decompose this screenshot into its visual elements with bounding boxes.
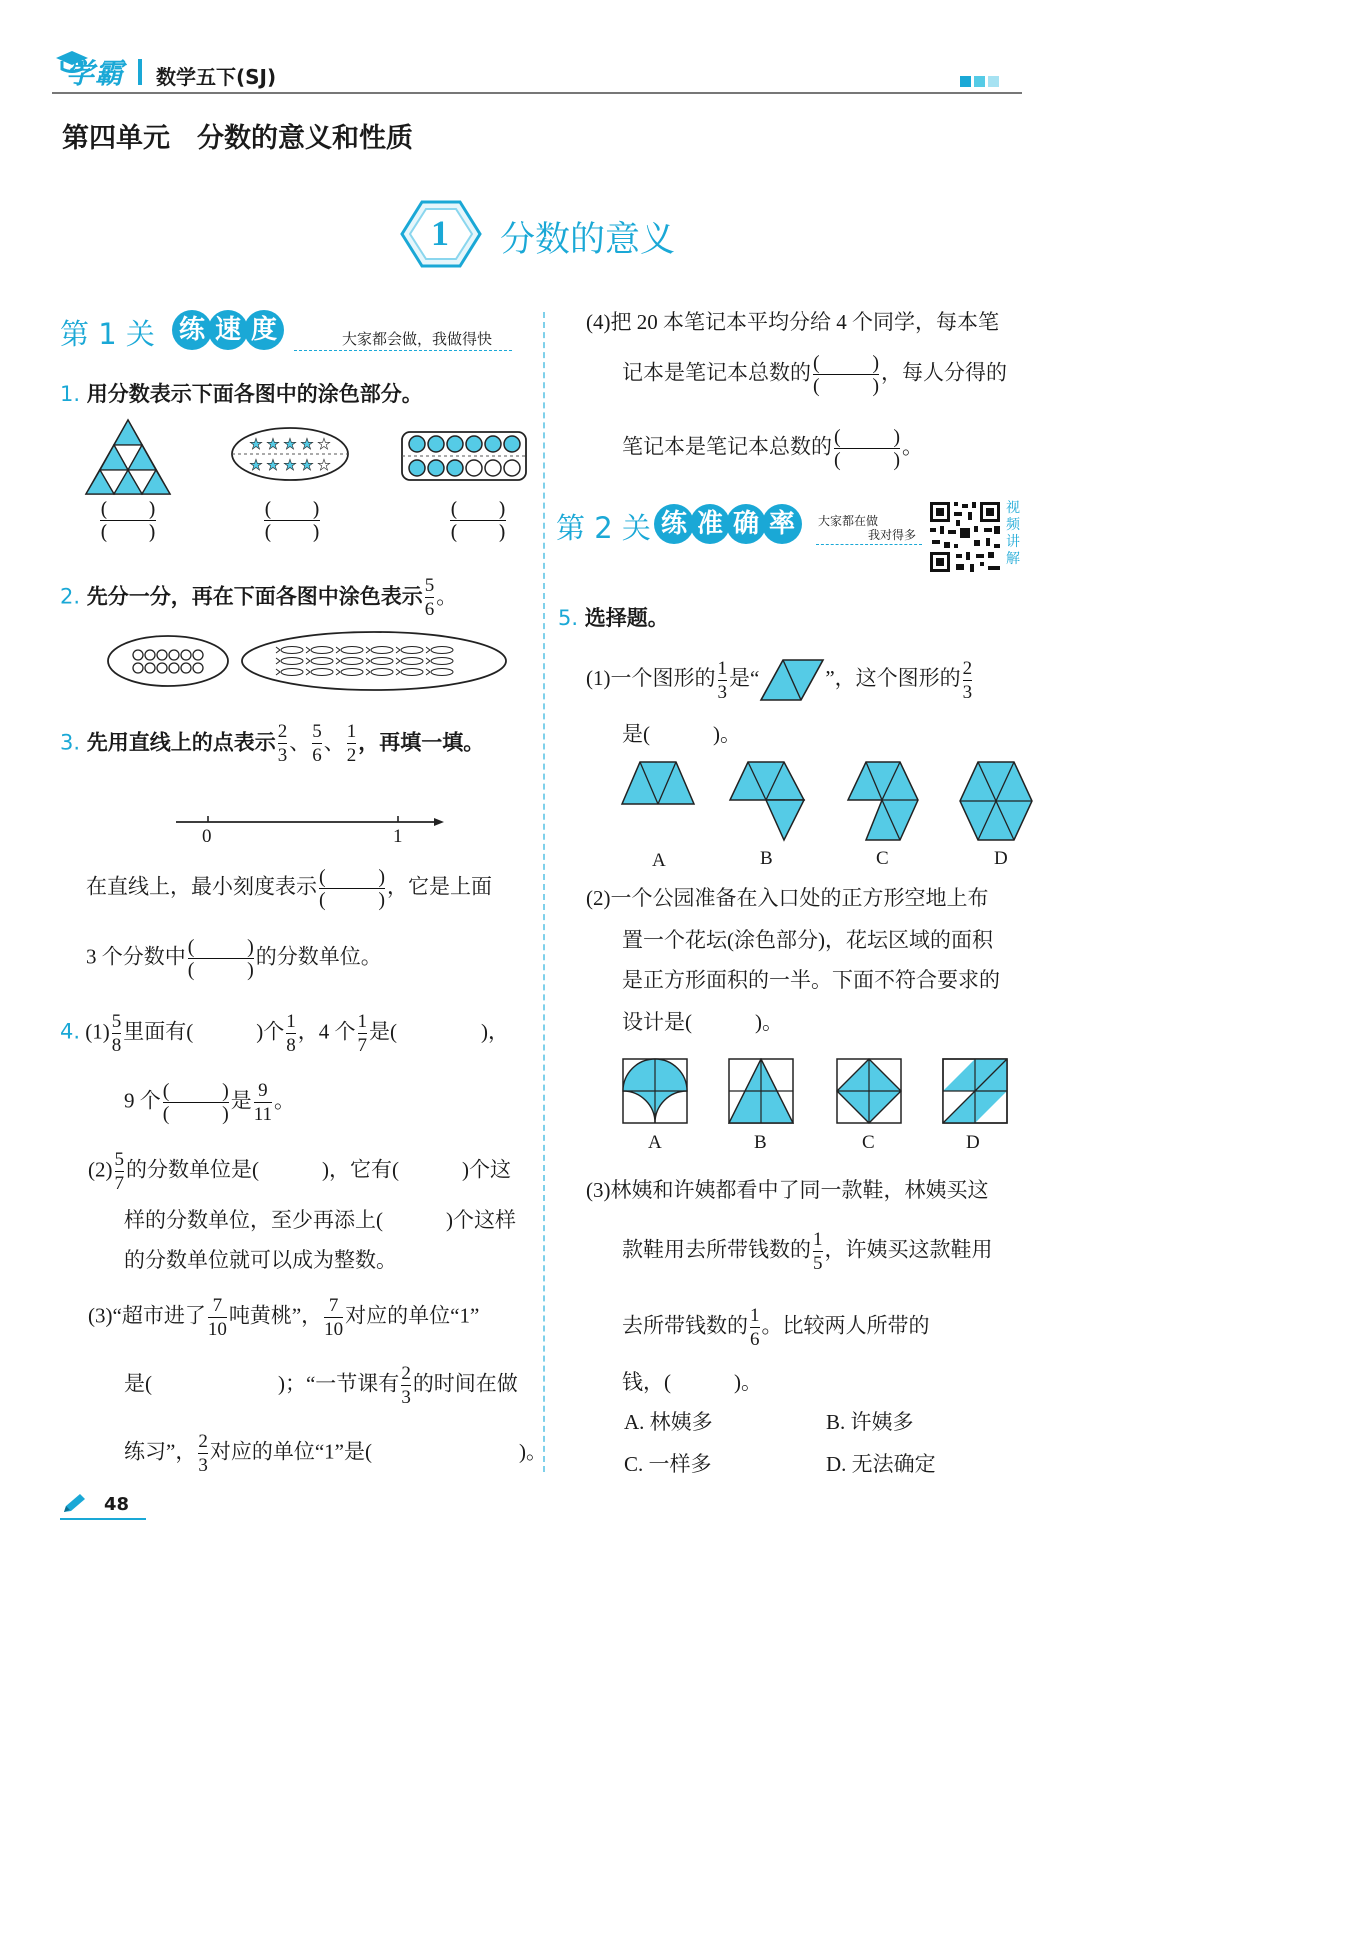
level2-slogan-2: 我对得多 — [868, 528, 917, 542]
svg-text:★: ★ — [249, 456, 263, 474]
parallelogram-shape — [759, 658, 825, 702]
q4-4-blank-2[interactable]: ( ) ( ) — [834, 426, 900, 471]
q1-answer-blank-1[interactable]: ( ) ( ) — [100, 497, 156, 544]
svg-text:★: ★ — [266, 435, 280, 453]
logo-text: 学霸 — [66, 57, 125, 90]
q4-blank-numerator[interactable]: ( ) ( ) — [162, 1080, 229, 1125]
q2-carrots-oval[interactable] — [240, 630, 508, 692]
q5-number: 5. — [558, 606, 579, 630]
book-title: 数学五下(SJ) — [156, 65, 277, 89]
axis-label-0: 0 — [202, 826, 212, 847]
q5-part2-line3: 是正方形面积的一半。下面不符合要求的 — [622, 968, 1000, 992]
q3-fraction-2: $\frac{5}{6}$ — [312, 721, 322, 766]
q5-2-option-a-label[interactable]: A — [648, 1132, 662, 1153]
q5-part2-line1: (2)一个公园准备在入口处的正方形空地上布 — [586, 886, 989, 910]
q3-blank-smallest-unit[interactable]: ( ) ( ) — [319, 866, 385, 911]
q3-number-line[interactable] — [174, 812, 446, 848]
q4-part3-line2: 是( )；“一节课有 $\frac{2}{3}$ 的时间在做 — [124, 1363, 518, 1408]
qr-label: 视 频 讲 解 — [1006, 500, 1020, 567]
q4-part1-line1: 4. (1) $\frac{5}{8}$ 里面有( )个 $\frac{1}{8}$ ，4 个 $\frac{1}{7}$ 是( )， — [60, 1011, 510, 1056]
q1-answer-blank-2[interactable]: ( ) ( ) — [264, 497, 320, 544]
q5-1-option-b-label[interactable]: B — [760, 848, 773, 869]
q4-number: 4. — [60, 1019, 81, 1044]
q4-part4-line3: 笔记本是笔记本总数的 ( ) ( ) 。 — [622, 426, 923, 471]
column-divider — [543, 312, 545, 1472]
lesson-heading — [400, 198, 700, 270]
q5-part3-line1: (3)林姨和许姨都看中了同一款鞋，林姨买这 — [586, 1178, 989, 1202]
q2-prompt: 2. 先分一分，再在下面各图中涂色表示 $\frac{5}{6}$ 。 — [60, 575, 458, 620]
q5-3-choice-b[interactable]: B. 许姨多 — [826, 1410, 914, 1434]
q4-part3-line1: (3)“超市进了 $\frac{7}{10}$ 吨黄桃”， $\frac{7}{10}$ 对应的单位“1” — [88, 1295, 480, 1340]
q5-1-option-a-figure[interactable] — [620, 760, 696, 806]
q1-number: 1. — [60, 382, 81, 406]
q5-part1-line1: (1)一个图形的 $\frac{1}{3}$ 是“ ”，这个图形的 $\frac{2}{3}$ — [586, 657, 973, 703]
q1-answer-blank-3[interactable]: ( ) ( ) — [450, 497, 506, 544]
q4-part2-line2: 样的分数单位，至少再添上( )个这样 — [124, 1208, 516, 1232]
q5-1-option-d-figure[interactable] — [958, 760, 1034, 842]
axis-label-1: 1 — [393, 826, 403, 847]
q5-3-choice-c[interactable]: C. 一样多 — [624, 1452, 712, 1476]
q2-text: 先分一分，再在下面各图中涂色表示 — [86, 584, 423, 609]
q5-part3-line4: 钱，( )。 — [622, 1370, 762, 1394]
q4-part4-line2: 记本是笔记本总数的 ( ) ( ) ，每人分得的 — [622, 352, 1007, 397]
badge-char: 速 — [208, 310, 248, 350]
q5-1-option-c-label[interactable]: C — [876, 848, 889, 869]
badge-char: 度 — [244, 310, 284, 350]
q5-2-option-a-figure[interactable] — [622, 1058, 688, 1124]
q2-dots-oval[interactable] — [106, 634, 230, 688]
svg-text:★: ★ — [266, 456, 280, 474]
q1-circles-figure — [400, 430, 528, 482]
level1-badge — [172, 310, 284, 350]
q5-2-option-d-label[interactable]: D — [966, 1132, 980, 1153]
header-squares — [960, 72, 999, 91]
q3-line2: 3 个分数中 ( ) ( ) 的分数单位。 — [86, 936, 382, 981]
q1-stars-figure — [230, 426, 350, 482]
q4-part2-line3: 的分数单位就可以成为整数。 — [124, 1248, 397, 1272]
q4-part2-line1: (2) $\frac{5}{7}$ 的分数单位是( )，它有( )个这 — [88, 1149, 511, 1194]
q4-part4-line1: (4)把 20 本笔记本平均分给 4 个同学，每本笔 — [586, 310, 999, 334]
svg-text:★: ★ — [249, 435, 263, 453]
q1-prompt — [60, 380, 423, 408]
q5-prompt: 5. 选择题。 — [558, 606, 669, 630]
badge-char: 确 — [726, 504, 766, 544]
q5-1-option-d-label[interactable]: D — [994, 848, 1008, 869]
q2-fraction: $\frac{5}{6}$ — [424, 575, 435, 620]
svg-text:★: ★ — [300, 435, 314, 453]
q4-4-blank-1[interactable]: ( ) ( ) — [813, 352, 879, 397]
level2-slogan-1: 大家都在做 — [818, 514, 879, 528]
badge-char: 准 — [690, 504, 730, 544]
q5-part1-line2: 是( )。 — [622, 722, 741, 746]
logo-divider — [138, 59, 142, 85]
q5-part3-line2: 款鞋用去所带钱数的 $\frac{1}{5}$ ，许姨买这款鞋用 — [622, 1229, 993, 1274]
q5-1-option-c-figure[interactable] — [846, 760, 920, 842]
header — [52, 46, 1022, 96]
q1-text: 用分数表示下面各图中的涂色部分。 — [86, 382, 423, 406]
badge-char: 练 — [654, 504, 694, 544]
q5-2-option-c-figure[interactable] — [836, 1058, 902, 1124]
lesson-title: 分数的意义 — [500, 220, 676, 260]
q3-fraction-1: $\frac{2}{3}$ — [277, 721, 288, 766]
q3-fraction-3: $\frac{1}{2}$ — [346, 721, 357, 766]
badge-char: 练 — [172, 310, 212, 350]
q4-part1-line2: 9 个 ( ) ( ) 是 $\frac{9}{11}$ 。 — [124, 1080, 296, 1125]
q5-3-choice-d[interactable]: D. 无法确定 — [826, 1452, 936, 1476]
q2-number: 2. — [60, 584, 81, 609]
level1-banner — [60, 310, 520, 356]
svg-text:★: ★ — [317, 456, 331, 474]
q5-2-option-c-label[interactable]: C — [862, 1132, 875, 1153]
q3-blank-fraction[interactable]: ( ) ( ) — [187, 936, 254, 981]
q5-1-option-a-label[interactable]: A — [652, 850, 666, 871]
lesson-number: 1 — [431, 213, 449, 253]
q5-3-choice-a[interactable]: A. 林姨多 — [624, 1410, 713, 1434]
level1-slogan: 大家都会做，我做得快 — [342, 330, 493, 348]
q3-number: 3. — [60, 730, 81, 755]
footer-rule — [60, 1518, 146, 1520]
q5-2-option-b-figure[interactable] — [728, 1058, 794, 1124]
slogan-dashline — [816, 544, 922, 545]
q5-2-option-b-label[interactable]: B — [754, 1132, 767, 1153]
svg-text:★: ★ — [283, 435, 297, 453]
level2-banner — [556, 498, 1026, 578]
q5-1-option-b-figure[interactable] — [728, 760, 806, 842]
qr-code-icon[interactable] — [928, 500, 1002, 574]
svg-text:★: ★ — [300, 456, 314, 474]
page-number: 48 — [104, 1494, 130, 1515]
slogan-dashline — [294, 350, 512, 351]
badge-char: 率 — [762, 504, 802, 544]
header-rule — [52, 92, 1022, 94]
q5-2-option-d-figure[interactable] — [942, 1058, 1008, 1124]
q5-part2-line2: 置一个花坛(涂色部分)，花坛区域的面积 — [622, 928, 993, 952]
q3-prompt: 3. 先用直线上的点表示 $\frac{2}{3}$ 、 $\frac{5}{6}$ 、 $\frac{1}{2}$ ，再填一填。 — [60, 721, 485, 766]
svg-text:★: ★ — [317, 435, 331, 453]
q4-part3-line3: 练习”， $\frac{2}{3}$ 对应的单位“1”是( )。 — [124, 1431, 547, 1476]
q1-triangle-figure — [84, 418, 172, 496]
q5-part2-line4: 设计是( )。 — [622, 1010, 783, 1034]
pencil-icon — [60, 1492, 88, 1516]
unit-title: 第四单元 分数的意义和性质 — [62, 123, 413, 154]
level2-badge — [654, 504, 802, 544]
q5-part3-line3: 去所带钱数的 $\frac{1}{6}$ 。比较两人所带的 — [622, 1305, 930, 1350]
level1-title: 第 1 关 — [60, 317, 155, 351]
q3-line1: 在直线上，最小刻度表示 ( ) ( ) ，它是上面 — [86, 866, 492, 911]
level2-title: 第 2 关 — [556, 511, 651, 545]
svg-text:★: ★ — [283, 456, 297, 474]
